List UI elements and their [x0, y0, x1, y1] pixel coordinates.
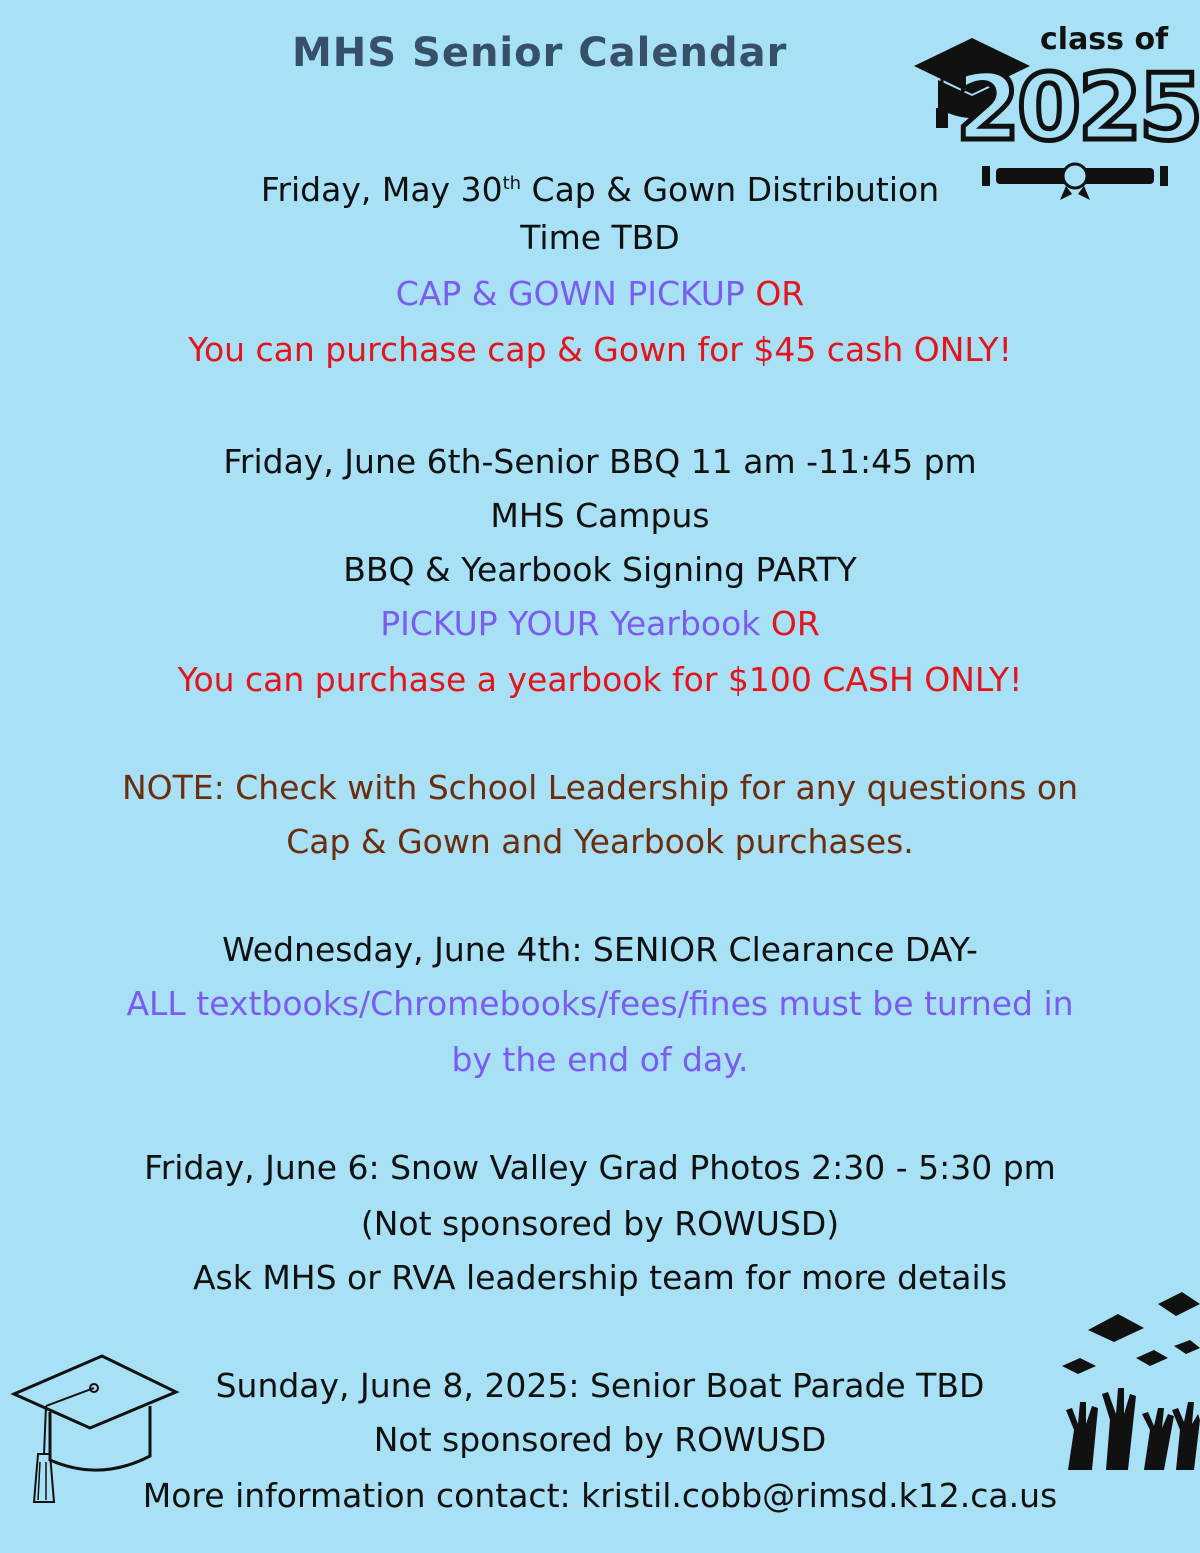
bbq-party: BBQ & Yearbook Signing PARTY [343, 550, 857, 589]
photos-date-line: Friday, June 6: Snow Valley Grad Photos 2:30 - 5:30 pm [144, 1148, 1056, 1187]
bbq-location: MHS Campus [490, 496, 710, 535]
cap-gown-purchase: You can purchase cap & Gown for $45 cash ONLY! [188, 330, 1012, 369]
yearbook-pickup-line: PICKUP YOUR Yearbook OR [380, 604, 820, 643]
cap-gown-time: Time TBD [520, 218, 680, 257]
badge-year: 2025 [956, 54, 1200, 161]
caps-toss-icon [1058, 1290, 1200, 1470]
photos-sponsor: (Not sponsored by ROWUSD) [360, 1204, 840, 1243]
clearance-details: ALL textbooks/Chromebooks/fees/fines must be turned in [126, 984, 1074, 1023]
note-line-1: NOTE: Check with School Leadership for any questions on [121, 768, 1079, 807]
badge-prefix: class of [1040, 22, 1169, 57]
bbq-date-line: Friday, June 6th-Senior BBQ 11 am -11:45 pm [223, 442, 977, 481]
cap-gown-pickup-line: CAP & GOWN PICKUP OR [395, 274, 805, 313]
graduation-cap-outline-icon [10, 1352, 180, 1517]
page-title: MHS Senior Calendar [292, 30, 788, 76]
clearance-date-line: Wednesday, June 4th: SENIOR Clearance DAY- [222, 930, 978, 969]
boat-sponsor: Not sponsored by ROWUSD [373, 1420, 827, 1459]
contact-info: More information contact: kristil.cobb@rimsd.k12.ca.us [142, 1476, 1058, 1515]
cap-gown-date-line: Friday, May 30th Cap & Gown Distribution [260, 170, 940, 209]
yearbook-purchase: You can purchase a yearbook for $100 CASH ONLY! [177, 660, 1023, 699]
clearance-deadline: by the end of day. [451, 1040, 749, 1079]
note-line-2: Cap & Gown and Yearbook purchases. [286, 822, 914, 861]
boat-date-line: Sunday, June 8, 2025: Senior Boat Parade TBD [215, 1366, 985, 1405]
photos-details: Ask MHS or RVA leadership team for more details [192, 1258, 1008, 1297]
